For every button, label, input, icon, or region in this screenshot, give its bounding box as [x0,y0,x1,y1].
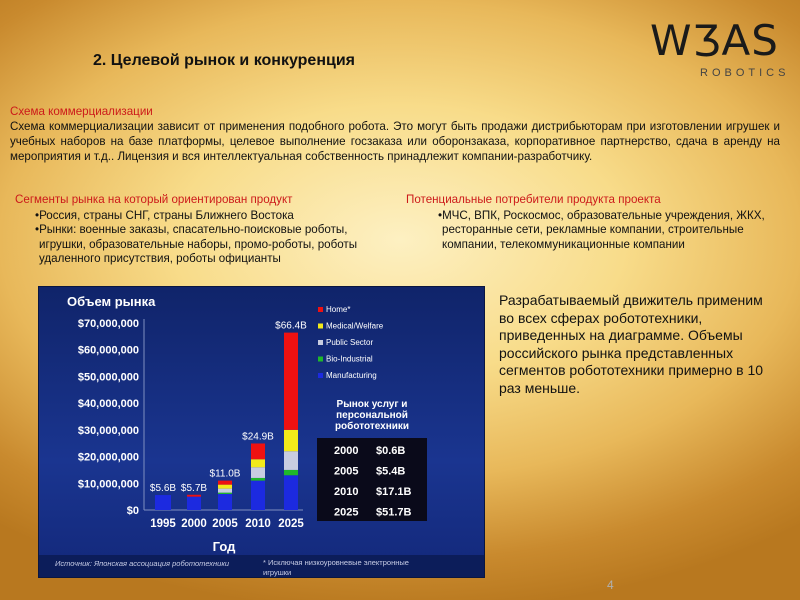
inset-value: $17.1B [376,486,412,498]
y-tick-label: $60,000,000 [77,344,139,357]
inset-year: 2005 [334,465,359,478]
chart-canvas [39,287,485,578]
chart-footnote: * Исключая низкоуровневые электронные [263,558,409,567]
bar-segment-manufacturing-2005 [218,494,232,510]
bar-segment-home-2000 [187,495,201,497]
legend-entry: Bio-Industrial [326,354,373,364]
commercialization-heading: Схема коммерциализации [10,105,153,118]
legend-entry: Public Sector [326,338,374,347]
list-item [15,209,385,224]
legend-swatch-medical [318,324,323,329]
chart-source: Источник: Японская ассоциация робототехники [55,559,230,568]
bullet-icon: • [35,208,40,222]
inset-title: робототехники [334,421,410,432]
market-volume-chart [38,286,485,578]
inset-year: 2025 [334,506,359,519]
bar-segment-medical-2010 [251,459,265,467]
bar-segment-manufacturing-2010 [251,481,265,510]
logo-subtitle: ROBOTICS [700,67,790,79]
list-item [15,223,385,267]
bullet-icon: • [35,223,40,236]
inset-year: 2010 [334,486,359,498]
bar-segment-manufacturing-2000 [187,497,201,510]
bar-total-label: $66.4B [275,320,307,332]
company-logo [650,16,790,86]
product-description: Разрабатываемый движитель применим во всех сферах робототехники, приведенных на диаграмме. Объемы российского рынка представленных сегментов робототехники примерно в 10 раз меньше. [499,292,764,396]
commercialization-section [10,104,780,164]
legend-swatch-public [318,340,323,345]
logo-wordmark: WƷAS [650,16,779,65]
bar-segment-medical-2005 [218,485,232,489]
consumers-item: МЧС, ВПК, Роскосмос, образовательные учреждения, ЖКХ, ресторанные сети, рекламные компании, строительные компании, телекоммуникационные компании [442,208,765,251]
bar-segment-bio-2025 [284,470,298,475]
market-segment-item: Рынки: военные заказы, спасательно-поисковые роботы, игрушки, образовательные наборы, промо-роботы, роботы удаленного присутствия, роботы официанты [39,223,358,265]
bar-total-label: $5.6B [149,483,177,495]
x-tick-label: 2000 [181,518,207,530]
y-tick-label: $10,000,000 [77,478,139,491]
y-tick-label: $40,000,000 [77,398,139,411]
y-tick-label: $50,000,000 [77,371,139,384]
inset-year: 2000 [334,445,359,457]
commercialization-text: Схема коммерциализации зависит от применения подобного робота. Это могут быть продажи дистрибьюторам при изготовлении игрушек и учебных наборов на базе платформы, целевое выполнение госзаказа или оборонзаказа, корпоративное партнерство, сдача в аренду на мероприятия и т.д.. Лицензия и вся интеллектуальная собственность принадлежит компании-разработчику. [10,120,780,163]
bar-segment-home-2010 [251,443,265,459]
bar-total-label: $11.0B [209,468,241,480]
inset-title: Рынок услуг и [336,399,408,410]
x-tick-label: 1995 [150,518,176,530]
bar-segment-bio-2010 [251,478,265,481]
inset-value: $51.7B [376,506,412,519]
slide-title: 2. Целевой рынок и конкуренция [93,52,355,69]
inset-title: персональной [336,410,408,421]
legend-entry: Manufacturing [326,371,377,380]
bar-segment-manufacturing-1995 [155,495,171,510]
bar-total-label: $5.7B [180,482,208,494]
list-item [406,209,796,253]
consumers-heading: Потенциальные потребители продукта проекта [406,193,661,206]
x-tick-label: 2025 [278,518,304,530]
market-segments-section [15,193,385,267]
market-segment-item: Россия, страны СНГ, страны Ближнего Востока [39,208,294,222]
legend-swatch-bio [318,357,323,362]
bar-segment-public-2005 [218,489,232,493]
y-tick-label: $20,000,000 [77,451,139,464]
inset-value: $0.6B [376,445,406,457]
legend-entry: Home* [326,305,351,314]
legend-swatch-home [318,307,323,312]
bar-segment-public-2010 [251,467,265,478]
page-number: 4 [607,578,614,592]
bar-segment-medical-2025 [284,430,298,451]
bar-segment-manufacturing-2025 [284,475,298,510]
x-tick-label: 2005 [212,518,238,530]
bar-segment-bio-2005 [218,493,232,494]
legend-entry: Medical/Welfare [326,321,384,331]
legend-swatch-manufacturing [318,373,323,378]
bar-segment-home-2005 [218,481,232,485]
bullet-icon: • [438,208,443,222]
consumers-section [406,193,796,252]
inset-value: $5.4B [376,465,406,478]
bar-total-label: $24.9B [242,431,274,443]
x-axis-label: Год [212,539,236,554]
x-tick-label: 2010 [245,518,271,530]
y-tick-label: $30,000,000 [77,424,139,437]
chart-title: Объем рынка [67,294,156,309]
chart-footnote: игрушки [263,568,292,577]
y-tick-label: $70,000,000 [77,318,139,330]
y-tick-label: $0 [126,505,139,517]
bar-segment-home-2025 [284,333,298,430]
market-segments-heading: Сегменты рынка на который ориентирован продукт [15,193,293,206]
bar-segment-public-2025 [284,451,298,470]
